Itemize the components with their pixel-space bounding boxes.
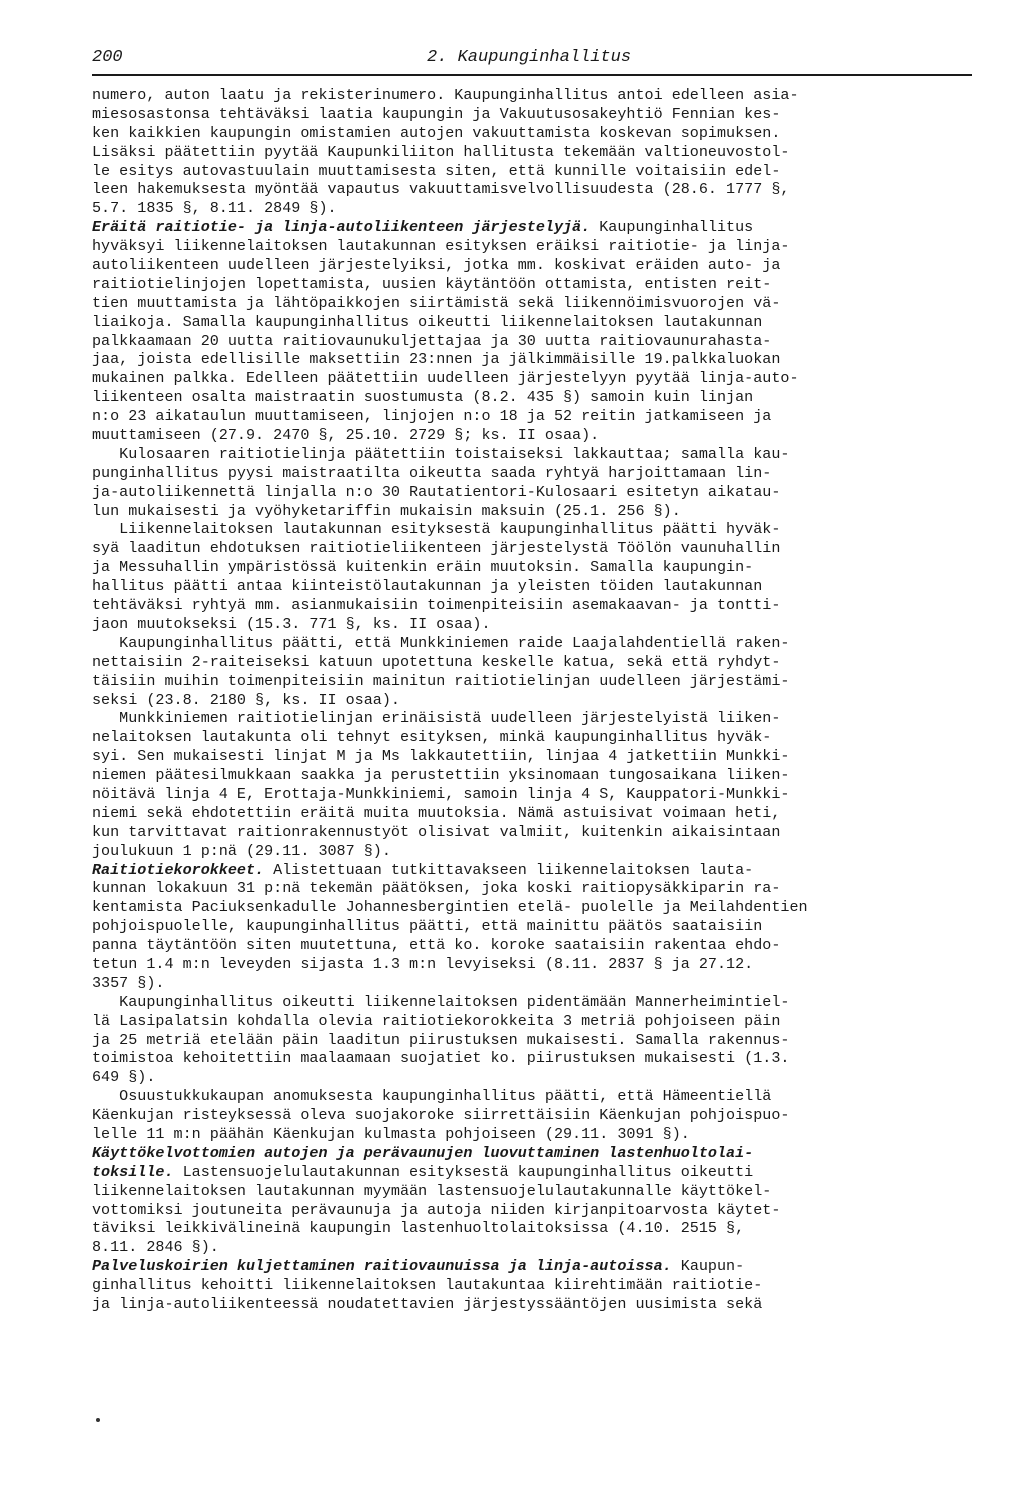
line-text: punginhallitus pyysi maistraatilta oikeutta saada ryhtyä harjoittamaan lin-	[92, 463, 772, 482]
line-text: mukainen palkka. Edelleen päätettiin uudelleen järjestelyyn pyytää linja-auto-	[92, 369, 799, 388]
line-text: nelaitoksen lautakunta oli tehnyt esityksen, minkä kaupunginhallitus hyväk-	[92, 728, 772, 747]
text-line	[92, 1012, 972, 1031]
text-line	[92, 1031, 972, 1050]
line-text: ken kaikkien kaupungin omistamien autojen vakuuttamista koskevan sopimuksen.	[92, 123, 781, 142]
line-text: Kaupun-	[671, 1257, 745, 1276]
text-line	[92, 804, 972, 823]
line-text: muuttamiseen (27.9. 2470 §, 25.10. 2729 §; ks. II osaa).	[92, 426, 600, 445]
line-text: Munkkiniemen raitiotielinjan erinäisistä uudelleen järjestelyistä liiken-	[92, 709, 781, 728]
line-text: Lisäksi päätettiin pyytää Kaupunkiliiton hallitusta tekemään valtioneuvostol-	[92, 142, 790, 161]
line-text: täisiin muihin toimenpiteisiin mainitun raitiotielinjan uudelleen järjestämi-	[92, 671, 790, 690]
running-title: 2. Kaupunginhallitus	[427, 48, 632, 67]
text-line	[92, 445, 972, 464]
text-line	[92, 313, 972, 332]
line-text: Kaupunginhallitus päätti, että Munkkiniemen raide Laajalahdentiellä raken-	[92, 633, 790, 652]
text-line	[92, 634, 972, 653]
line-text: liaikoja. Samalla kaupunginhallitus oikeutti liikennelaitoksen lautakunnan	[92, 312, 763, 331]
text-line	[92, 218, 972, 237]
line-text: hallitus päätti antaa kiinteistölautakunnan ja yleisten töiden lautakunnan	[92, 577, 763, 596]
text-line	[92, 1106, 972, 1125]
line-text: Kaupunginhallitus	[590, 218, 754, 237]
line-text: täviksi leikkivälineinä kaupungin lastenhuoltolaitoksissa (4.10. 2515 §,	[92, 1219, 745, 1238]
text-line	[92, 993, 972, 1012]
line-text: 3357 §).	[92, 973, 165, 992]
text-line	[92, 691, 972, 710]
text-line	[92, 577, 972, 596]
section-heading: Käyttökelvottomien autojen ja perävaunujen luovuttaminen lastenhuoltolai-	[92, 1143, 754, 1162]
line-text: le esitys autovastuulain muuttamisesta siten, että kunnille voitaisiin edel-	[92, 161, 781, 180]
text-line	[92, 199, 972, 218]
text-line	[92, 237, 972, 256]
text-line	[92, 1238, 972, 1257]
line-text: Kulosaaren raitiotielinja päätettiin toistaiseksi lakkauttaa; samalla kau-	[92, 444, 790, 463]
line-text: ja Messuhallin ympäristössä kuitenkin eräin muutoksin. Samalla kaupungin-	[92, 558, 754, 577]
running-header	[92, 46, 972, 76]
line-text: Lastensuojelulautakunnan esityksestä kaupunginhallitus oikeutti	[173, 1162, 754, 1181]
line-text: raitiotielinjojen lopettamista, uusien käytäntöön ottamista, entisten reit-	[92, 274, 772, 293]
body-text	[92, 86, 972, 1314]
line-text: kentamista Paciuksenkadulle Johannesbergintien etelä- puolelle ja Meilahdentien	[92, 898, 808, 917]
line-text: 8.11. 2846 §).	[92, 1238, 219, 1257]
line-text: tehtäväksi ryhtyä mm. asianmukaisiin toimenpiteisiin asemakaavan- ja tontti-	[92, 596, 781, 615]
line-text: pohjoispuolelle, kaupunginhallitus päätti, että mainittu päätös saataisiin	[92, 917, 763, 936]
line-text: jaon muutokseksi (15.3. 771 §, ks. II osaa).	[92, 614, 491, 633]
section-heading: toksille.	[92, 1162, 174, 1181]
text-line	[92, 180, 972, 199]
text-line	[92, 558, 972, 577]
line-text: ja linja-autoliikenteessä noudatettavien järjestyssääntöjen uusimista sekä	[92, 1295, 763, 1313]
text-line	[92, 785, 972, 804]
line-text: syä laaditun ehdotuksen raitiotieliikenteen järjestelystä Töölön vaunuhallin	[92, 539, 781, 558]
text-line	[92, 861, 972, 880]
text-line	[92, 955, 972, 974]
text-line	[92, 672, 972, 691]
text-line	[92, 1068, 972, 1087]
line-text: ja-autoliikennettä linjalla n:o 30 Rautatientori-Kulosaari esitetyn aikatau-	[92, 482, 781, 501]
line-text: palkkaamaan 20 uutta raitiovaunukuljettajaa ja 30 uutta raitiovaunurahasta-	[92, 331, 772, 350]
line-text: syi. Sen mukaisesti linjat M ja Ms lakkautettiin, linjaa 4 jatkettiin Munkki-	[92, 747, 790, 766]
line-text: lä Lasipalatsin kohdalla olevia raitiotiekorokkeita 3 metriä pohjoiseen päin	[92, 1011, 781, 1030]
text-line	[92, 1182, 972, 1201]
line-text: seksi (23.8. 2180 §, ks. II osaa).	[92, 690, 400, 709]
text-line	[92, 615, 972, 634]
line-text: toimistoa kehoitettiin maalaamaan suojatiet ko. piirustuksen mukaisesti (1.3.	[92, 1049, 790, 1068]
line-text: lelle 11 m:n päähän Käenkujan kulmasta pohjoiseen (29.11. 3091 §).	[92, 1124, 690, 1143]
text-line	[92, 539, 972, 558]
line-text: tien muuttamista ja lähtöpaikkojen siirtämistä sekä liikennöimisvuorojen vä-	[92, 293, 781, 312]
text-line	[92, 124, 972, 143]
section-heading: Raitiotiekorokkeet.	[92, 860, 265, 879]
line-text: Osuustukkukaupan anomuksesta kaupunginhallitus päätti, että Hämeentiellä	[92, 1087, 772, 1106]
text-line	[92, 596, 972, 615]
text-line	[92, 520, 972, 539]
line-text: nettaisiin 2-raiteiseksi katuun upotettuna keskelle katua, sekä että ryhdyt-	[92, 652, 781, 671]
section-heading: Palveluskoirien kuljettaminen raitiovaunuissa ja linja-autoissa.	[92, 1257, 672, 1276]
line-text: jaa, joista edellisille maksettiin 23:nnen ja jälkimmäisille 19.palkkaluokan	[92, 350, 781, 369]
line-text: lun mukaisesti ja vyöhyketariffin mukaisin maksuin (25.1. 256 §).	[92, 501, 681, 520]
text-line	[92, 709, 972, 728]
line-text: miesosastonsa tehtäväksi laatia kaupungin ja Vakuutusosakeyhtiö Fennian kes-	[92, 104, 781, 123]
text-line	[92, 162, 972, 181]
text-line	[92, 936, 972, 955]
text-line	[92, 653, 972, 672]
line-text: Alistettuaan tutkittavakseen liikennelaitoksen lauta-	[264, 860, 754, 879]
line-text: joulukuun 1 p:nä (29.11. 3087 §).	[92, 841, 391, 860]
line-text: liikennelaitoksen lautakunnan myymään lastensuojelulautakunnalle käyttökel-	[92, 1181, 772, 1200]
line-text: hyväksyi liikennelaitoksen lautakunnan esityksen eräiksi raitiotie- ja linja-	[92, 237, 790, 256]
text-line	[92, 426, 972, 445]
text-line	[92, 974, 972, 993]
text-line	[92, 86, 972, 105]
line-text: tetun 1.4 m:n leveyden sijasta 1.3 m:n levyiseksi (8.11. 2837 § ja 27.12.	[92, 954, 754, 973]
line-text: numero, auton laatu ja rekisterinumero. Kaupunginhallitus antoi edelleen asia-	[92, 86, 799, 104]
text-line	[92, 143, 972, 162]
stray-mark	[96, 1418, 100, 1422]
text-line	[92, 879, 972, 898]
text-line	[92, 1257, 972, 1276]
text-line	[92, 728, 972, 747]
line-text: ja 25 metriä etelään päin laaditun piirustuksen mukaisesti. Samalla rakennus-	[92, 1030, 790, 1049]
text-line	[92, 842, 972, 861]
text-line	[92, 1295, 972, 1314]
text-line	[92, 917, 972, 936]
line-text: niemi sekä ehdotettiin eräitä muita muutoksia. Nämä astuisivat voimaan heti,	[92, 803, 781, 822]
text-line	[92, 332, 972, 351]
line-text: liikenteen osalta maistraatin suostumusta (8.2. 435 §) samoin kuin linjan	[92, 388, 754, 407]
text-line	[92, 294, 972, 313]
text-line	[92, 1049, 972, 1068]
text-line	[92, 483, 972, 502]
text-line	[92, 350, 972, 369]
text-line	[92, 1087, 972, 1106]
line-text: nöitävä linja 4 E, Erottaja-Munkkiniemi, samoin linja 4 S, Kauppatori-Munkki-	[92, 784, 790, 803]
text-line	[92, 1144, 972, 1163]
text-line	[92, 388, 972, 407]
line-text: niemen päätesilmukkaan saakka ja perustettiin yksinomaan tungosaikana liiken-	[92, 766, 790, 785]
text-line	[92, 747, 972, 766]
line-text: Liikennelaitoksen lautakunnan esityksestä kaupunginhallitus päätti hyväk-	[92, 520, 781, 539]
text-line	[92, 502, 972, 521]
text-line	[92, 1201, 972, 1220]
line-text: kunnan lokakuun 31 p:nä tekemän päätöksen, joka koski raitiopysäkkiparin ra-	[92, 879, 781, 898]
line-text: n:o 23 aikataulun muuttamiseen, linjojen n:o 18 ja 52 reitin jatkamiseen ja	[92, 407, 772, 426]
text-line	[92, 1219, 972, 1238]
line-text: Kaupunginhallitus oikeutti liikennelaitoksen pidentämään Mannerheimintiel-	[92, 992, 790, 1011]
text-line	[92, 256, 972, 275]
text-line	[92, 369, 972, 388]
line-text: panna täytäntöön siten muutettuna, että ko. koroke saataisiin rakentaa ehdo-	[92, 936, 781, 955]
line-text: ginhallitus kehoitti liikennelaitoksen lautakuntaa kiirehtimään raitiotie-	[92, 1276, 763, 1295]
text-line	[92, 766, 972, 785]
line-text: 5.7. 1835 §, 8.11. 2849 §).	[92, 199, 337, 218]
line-text: Käenkujan risteyksessä oleva suojakoroke siirrettäisiin Käenkujan pohjoispuo-	[92, 1106, 790, 1125]
text-line	[92, 105, 972, 124]
line-text: autoliikenteen uudelleen järjestelyiksi, jotka mm. koskivat eräiden auto- ja	[92, 256, 781, 275]
line-text: kun tarvittavat raitionrakennustyöt olisivat valmiit, kuitenkin aikaisintaan	[92, 822, 781, 841]
text-line	[92, 275, 972, 294]
text-line	[92, 1163, 972, 1182]
line-text: leen hakemuksesta myöntää vapautus vakuuttamisvelvollisuudesta (28.6. 1777 §,	[92, 180, 790, 199]
text-line	[92, 464, 972, 483]
line-text: 649 §).	[92, 1068, 156, 1087]
text-line	[92, 1276, 972, 1295]
text-line	[92, 898, 972, 917]
text-line	[92, 1125, 972, 1144]
section-heading: Eräitä raitiotie- ja linja-autoliikenteen järjestelyjä.	[92, 218, 591, 237]
text-line	[92, 823, 972, 842]
line-text: vottomiksi joutuneita perävaunuja ja autoja niiden kirjanpitoarvosta käytet-	[92, 1200, 781, 1219]
page-number: 200	[92, 48, 123, 67]
text-line	[92, 407, 972, 426]
